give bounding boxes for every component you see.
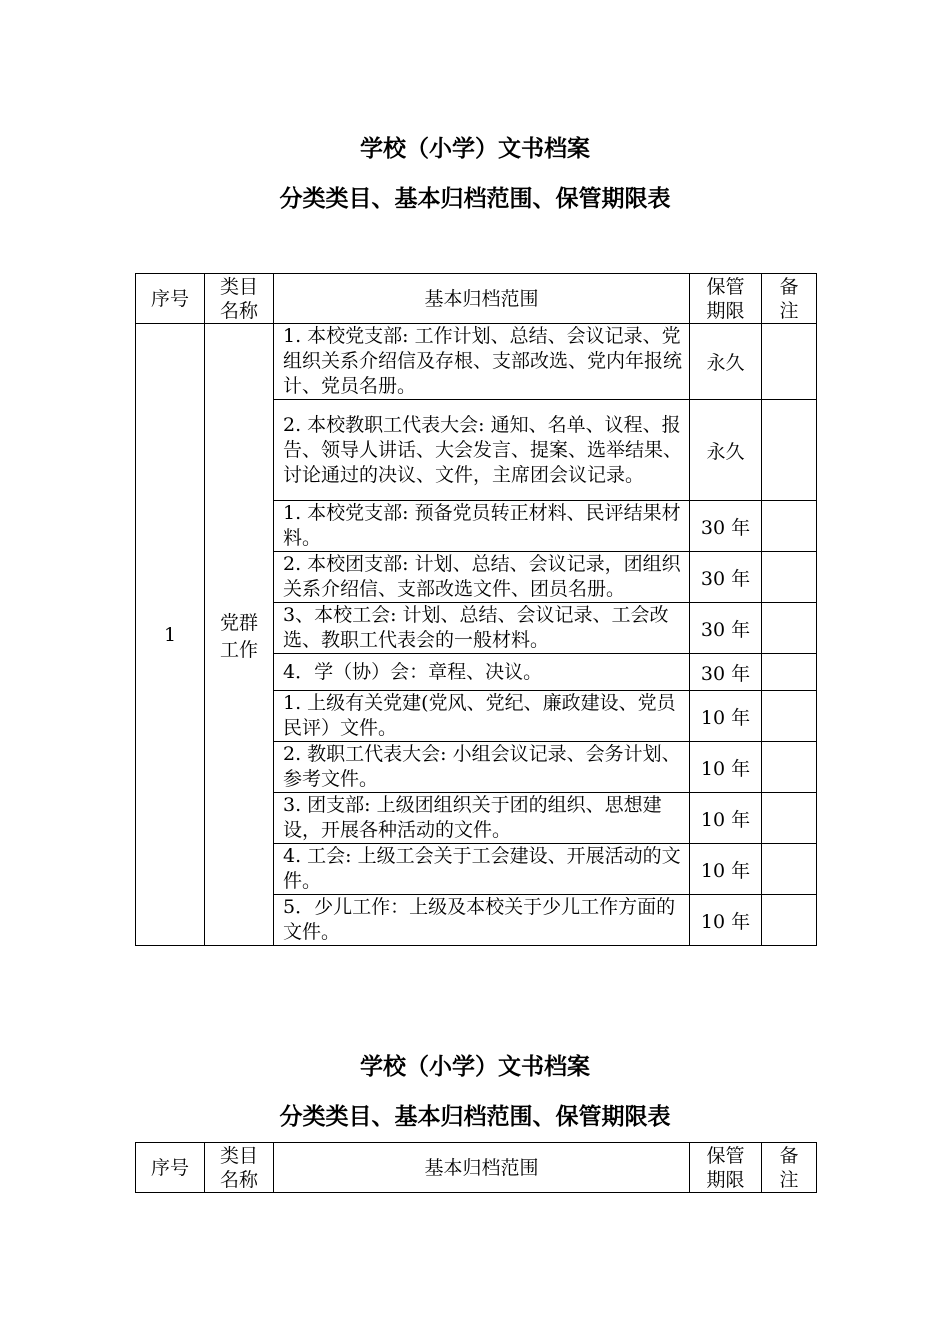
header-range: 基本归档范围: [274, 1143, 690, 1193]
note-cell: [762, 400, 817, 501]
term-cell: 10 年: [690, 742, 762, 793]
term-cell: 30 年: [690, 501, 762, 552]
document-title: 学校（小学）文书档案: [360, 136, 590, 162]
range-cell: 5．少儿工作：上级及本校关于少儿工作方面的文件。: [274, 895, 690, 946]
term-cell: 永久: [690, 324, 762, 400]
header-category: 类目 名称: [205, 1143, 274, 1193]
table-header-row: [136, 274, 817, 324]
table-row: [136, 324, 817, 400]
note-cell: [762, 742, 817, 793]
term-cell: 永久: [690, 400, 762, 501]
header-note: 备 注: [762, 1143, 817, 1193]
archive-retention-table: [135, 273, 817, 946]
range-cell: 2. 本校团支部: 计划、总结、会议记录，团组织关系介绍信、支部改选文件、团员名册。: [274, 552, 690, 603]
term-cell: 30 年: [690, 552, 762, 603]
header-category: 类目 名称: [205, 274, 274, 324]
range-cell: 1. 本校党支部: 工作计划、总结、会议记录、党组织关系介绍信及存根、支部改选、党内年报统计、党员名册。: [274, 324, 690, 400]
range-cell: 3、本校工会: 计划、总结、会议记录、工会改选、教职工代表会的一般材料。: [274, 603, 690, 654]
note-cell: [762, 324, 817, 400]
seq-cell: 1: [136, 324, 205, 946]
category-cell: 党群 工作: [205, 324, 274, 946]
range-cell: 1. 上级有关党建(党风、党纪、廉政建设、党员民评）文件。: [274, 691, 690, 742]
document-subtitle: 分类类目、基本归档范围、保管期限表: [279, 1104, 671, 1130]
archive-retention-table-continued: [135, 1142, 817, 1193]
header-seq: 序号: [136, 1143, 205, 1193]
note-cell: [762, 844, 817, 895]
term-cell: 30 年: [690, 654, 762, 691]
document-subtitle: 分类类目、基本归档范围、保管期限表: [279, 186, 671, 212]
header-term: 保管 期限: [690, 1143, 762, 1193]
note-cell: [762, 895, 817, 946]
table-header-row: [136, 1143, 817, 1193]
term-cell: 10 年: [690, 691, 762, 742]
range-cell: 2. 本校教职工代表大会: 通知、名单、议程、报告、领导人讲话、大会发言、提案、选举结果、讨论通过的决议、文件，主席团会议记录。: [274, 400, 690, 501]
range-cell: 3. 团支部: 上级团组织关于团的组织、思想建设，开展各种活动的文件。: [274, 793, 690, 844]
note-cell: [762, 552, 817, 603]
range-cell: 1. 本校党支部: 预备党员转正材料、民评结果材料。: [274, 501, 690, 552]
range-cell: 4. 工会: 上级工会关于工会建设、开展活动的文件。: [274, 844, 690, 895]
note-cell: [762, 603, 817, 654]
header-seq: 序号: [136, 274, 205, 324]
range-cell: 4．学（协）会：章程、决议。: [274, 654, 690, 691]
note-cell: [762, 654, 817, 691]
term-cell: 10 年: [690, 895, 762, 946]
note-cell: [762, 501, 817, 552]
header-term: 保管 期限: [690, 274, 762, 324]
note-cell: [762, 793, 817, 844]
term-cell: 30 年: [690, 603, 762, 654]
header-note: 备 注: [762, 274, 817, 324]
document-title: 学校（小学）文书档案: [360, 1054, 590, 1080]
header-range: 基本归档范围: [274, 274, 690, 324]
note-cell: [762, 691, 817, 742]
term-cell: 10 年: [690, 793, 762, 844]
range-cell: 2. 教职工代表大会: 小组会议记录、会务计划、参考文件。: [274, 742, 690, 793]
term-cell: 10 年: [690, 844, 762, 895]
